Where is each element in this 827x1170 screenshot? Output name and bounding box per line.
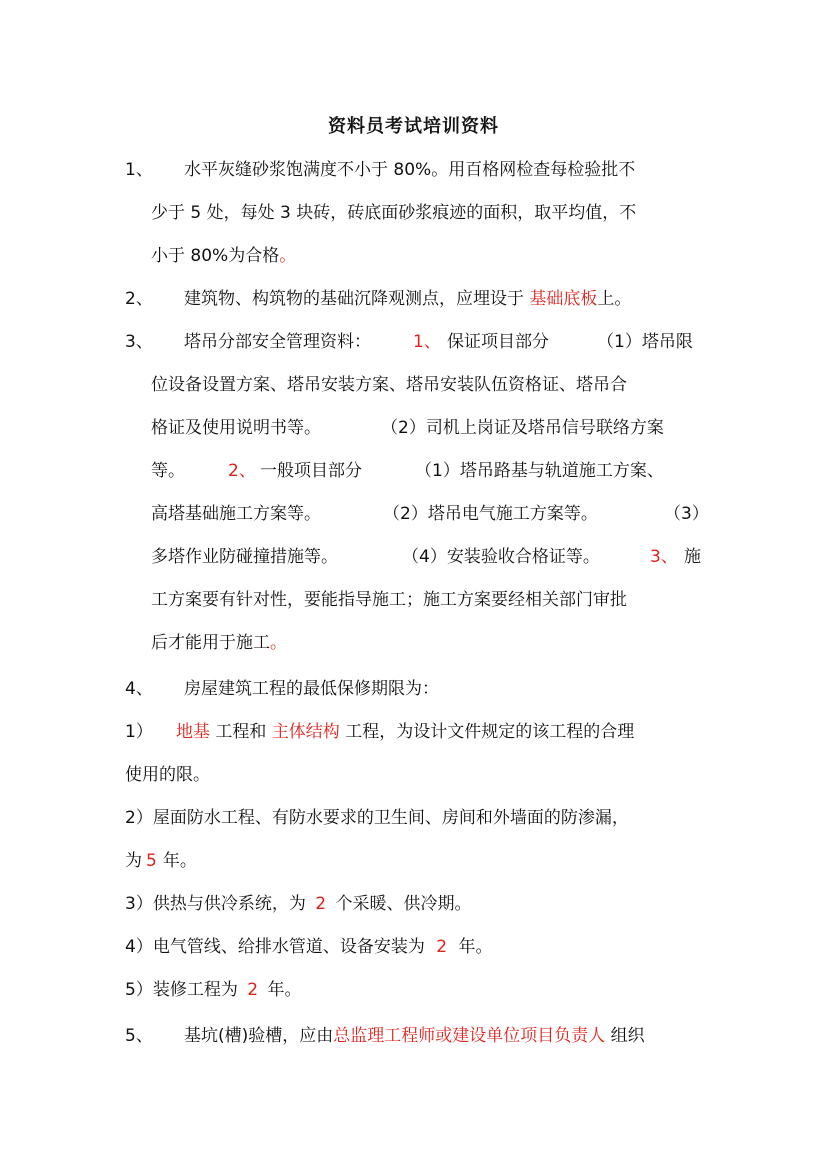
- item-1-line-2: 少于 5 处，每处 3 块砖，砖底面砂浆痕迹的面积，取平均值，不: [151, 203, 637, 223]
- item-2-number: 2、: [125, 289, 153, 309]
- item-3-line-5b: （2）塔吊电气施工方案等。: [383, 504, 598, 524]
- sub-2-years: 5: [146, 851, 157, 871]
- sub-4-text-b: 年。: [453, 937, 493, 957]
- item-3-line-8: [151, 631, 287, 655]
- item-4-number: 4、: [125, 679, 153, 699]
- sub-5-text-b: 年。: [262, 980, 302, 1000]
- item-3-line-3a: 格证及使用说明书等。: [151, 418, 321, 438]
- item-1-line-3: [151, 244, 296, 268]
- item-3-line-1b: 1、: [413, 332, 441, 352]
- sub-3-text-b: 个采暖、供冷期。: [330, 894, 472, 914]
- item-5-number: 5、: [125, 1026, 153, 1046]
- sub-1-text-b: 工程，为设计文件规定的该工程的合理: [339, 722, 635, 742]
- sub-4-text-a: 4）电气管线、给排水管道、设备安装为: [125, 937, 431, 957]
- sub-1-text-a: 工程和: [210, 722, 272, 742]
- sub-1-number: 1）: [125, 722, 153, 742]
- item-1-line-3-text: 小于 80%为合格: [151, 246, 280, 266]
- sub-1-foundation: 地基: [176, 722, 210, 742]
- sub-3-periods: 2: [315, 894, 327, 914]
- sub-1-line: [176, 720, 634, 744]
- item-3-line-1c: 保证项目部分: [447, 332, 549, 352]
- item-3-line-8-text: 后才能用于施工: [151, 633, 270, 653]
- item-4-heading: 房屋建筑工程的最低保修期限为：: [184, 679, 439, 699]
- item-1-line-3-mark: 。: [279, 246, 297, 266]
- item-3-line-4d: （1）塔吊路基与轨道施工方案、: [415, 461, 664, 481]
- item-3-line-6b: （4）安装验收合格证等。: [402, 547, 600, 567]
- item-2-text: 建筑物、构筑物的基础沉降观测点，应埋设于: [184, 289, 530, 309]
- item-3-line-6a: 多塔作业防碰撞措施等。: [151, 547, 338, 567]
- item-3-line-2: 位设备设置方案、塔吊安装方案、塔吊安装队伍资格证、塔吊合: [151, 375, 627, 395]
- document-title: 资料员考试培训资料: [328, 116, 499, 137]
- sub-3-text-a: 3）供热与供冷系统，为: [125, 894, 312, 914]
- item-3-line-5a: 高塔基础施工方案等。: [151, 504, 321, 524]
- sub-1-main-structure: 主体结构: [271, 722, 340, 742]
- item-3-line-4c: 一般项目部分: [260, 461, 362, 481]
- item-1-line-1: 水平灰缝砂浆饱满度不小于 80%。用百格网检查每检验批不: [184, 160, 636, 180]
- item-3-line-8-mark: 。: [270, 633, 287, 653]
- sub-4-line: [125, 935, 492, 959]
- item-2-line: [184, 287, 631, 311]
- item-3-line-5c: （3）: [664, 504, 709, 524]
- item-3-line-1d: （1）塔吊限: [597, 332, 693, 352]
- sub-2-line-1: 2）屋面防水工程、有防水要求的卫生间、房间和外墙面的防渗漏，: [125, 808, 629, 828]
- item-3-line-4b: 2、: [228, 461, 256, 481]
- sub-5-years: 2: [247, 980, 259, 1000]
- item-5-tail: 组织: [605, 1026, 645, 1046]
- sub-4-years: 2: [436, 937, 448, 957]
- item-2-highlight: 基础底板: [529, 289, 598, 309]
- item-5-text: 基坑(槽)验槽，应由: [184, 1026, 334, 1046]
- sub-1-line-2: 使用的限。: [125, 765, 210, 785]
- item-2-tail: 上。: [597, 289, 632, 309]
- sub-3-line: [125, 892, 471, 916]
- item-1-number: 1、: [125, 160, 153, 180]
- item-3-line-7: 工方案要有针对性，要能指导施工；施工方案要经相关部门审批: [151, 590, 627, 610]
- sub-2-text-b: 年。: [162, 851, 197, 871]
- item-3-line-4a: 等。: [151, 461, 185, 481]
- item-3-line-6c: 3、: [650, 547, 678, 567]
- item-5-line: [184, 1024, 645, 1048]
- item-3-number: 3、: [125, 332, 153, 352]
- item-3-line-1a: 塔吊分部安全管理资料：: [184, 332, 371, 352]
- sub-5-text-a: 5）装修工程为: [125, 980, 244, 1000]
- item-5-highlight: 总监理工程师或建设单位项目负责人: [333, 1026, 606, 1046]
- item-3-line-3b: （2）司机上岗证及塔吊信号联络方案: [381, 418, 664, 438]
- sub-5-line: [125, 978, 301, 1002]
- sub-2-line-2: [125, 849, 197, 873]
- item-3-line-6d: 施: [684, 547, 701, 567]
- sub-2-text-a: 为: [125, 851, 142, 871]
